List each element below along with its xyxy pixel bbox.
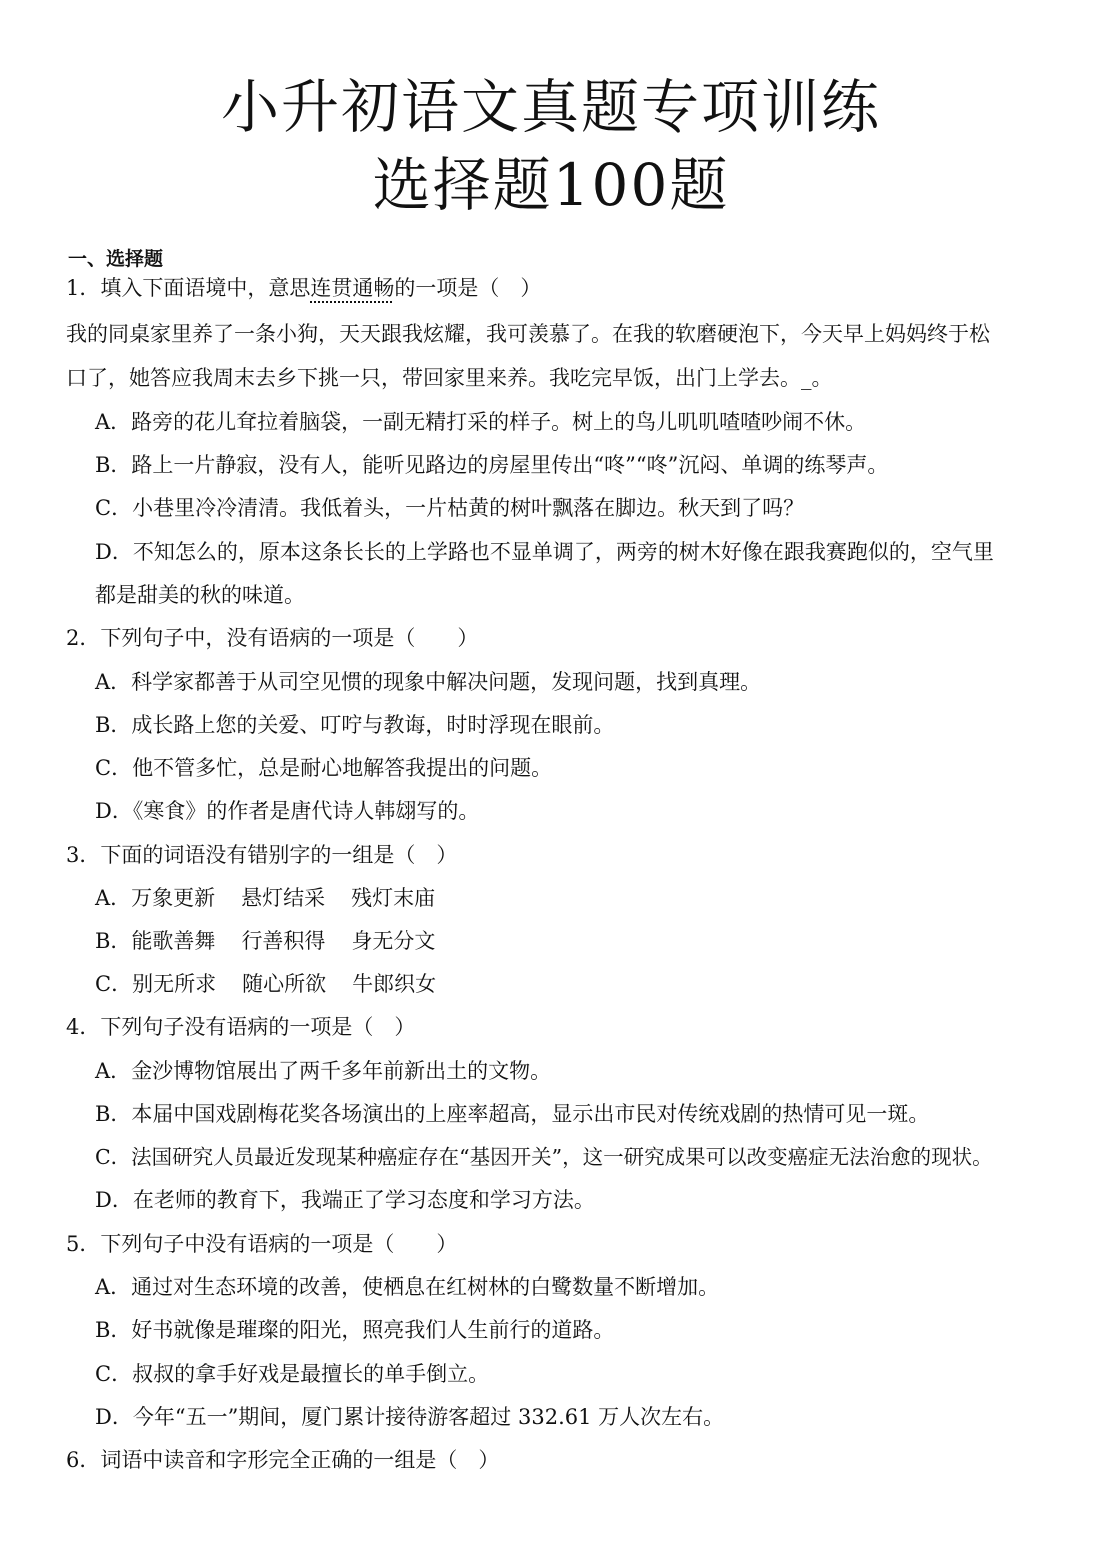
question-number: 3．	[66, 843, 101, 867]
question-3-stem: 3．下面的词语没有错别字的一组是（ ）	[66, 843, 458, 867]
question-1-passage-line: 我的同桌家里养了一条小狗，天天跟我炫耀，我可羡慕了。在我的软磨硬泡下，今天早上妈妈终于松	[66, 322, 990, 346]
question-2-option-b: B．成长路上您的关爱、叮咛与教诲，时时浮现在眼前。	[95, 713, 615, 737]
question-4-option-d: D．在老师的教育下，我端正了学习态度和学习方法。	[95, 1188, 595, 1212]
question-3-option-c: C．别无所求 随心所欲 牛郎织女	[95, 972, 437, 996]
question-number: 1．	[66, 276, 101, 300]
question-3-option-a: A．万象更新 悬灯结采 残灯末庙	[95, 886, 436, 910]
section-heading: 一、选择题	[68, 248, 164, 270]
question-1-option-d: D．不知怎么的，原本这条长长的上学路也不显单调了，两旁的树木好像在跟我赛跑似的，空气里	[95, 540, 994, 564]
question-4-option-a: A．金沙博物馆展出了两千多年前新出土的文物。	[95, 1059, 552, 1083]
question-number: 4．	[66, 1015, 101, 1039]
question-number: 6．	[66, 1448, 101, 1472]
question-number: 2．	[66, 626, 101, 650]
question-2-stem: 2．下列句子中，没有语病的一项是（ ）	[66, 626, 479, 650]
question-3-option-b: B．能歌善舞 行善积得 身无分文	[95, 929, 436, 953]
question-2-option-c: C．他不管多忙，总是耐心地解答我提出的问题。	[95, 756, 553, 780]
question-5-option-d: D．今年“五一”期间，厦门累计接待游客超过 332.61 万人次左右。	[95, 1405, 725, 1429]
question-number: 5．	[66, 1232, 101, 1256]
document-subtitle: 选择题100题	[372, 151, 730, 219]
question-5-stem: 5．下列句子中没有语病的一项是（ ）	[66, 1232, 458, 1256]
question-1-option-c: C．小巷里冷冷清清。我低着头，一片枯黄的树叶飘落在脚边。秋天到了吗？	[95, 496, 805, 520]
question-6-stem: 6．词语中读音和字形完全正确的一组是（ ）	[66, 1448, 500, 1472]
question-4-option-c: C．法国研究人员最近发现某种癌症存在“基因开关”，这一研究成果可以改变癌症无法治愈的现状。	[95, 1145, 993, 1169]
question-1-option-a: A．路旁的花儿耷拉着脑袋，一副无精打采的样子。树上的鸟儿叽叽喳喳吵闹不休。	[95, 410, 867, 434]
question-1-passage-line: 口了，她答应我周末去乡下挑一只，带回家里来养。我吃完早饭，出门上学去。_。	[66, 366, 833, 390]
question-5-option-c: C．叔叔的拿手好戏是最擅长的单手倒立。	[95, 1362, 490, 1386]
question-5-option-a: A．通过对生态环境的改善，使栖息在红树林的白鹭数量不断增加。	[95, 1275, 720, 1299]
question-4-stem: 4．下列句子没有语病的一项是（ ）	[66, 1015, 416, 1039]
document-title: 小升初语文真题专项训练	[220, 73, 881, 141]
question-2-option-d: D．《寒食》的作者是唐代诗人韩翃写的。	[95, 799, 480, 823]
question-1-option-b: B．路上一片静寂，没有人，能听见路边的房屋里传出“咚”“咚”沉闷、单调的练琴声。	[95, 453, 889, 477]
question-2-option-a: A．科学家都善于从司空见惯的现象中解决问题，发现问题，找到真理。	[95, 670, 762, 694]
question-4-option-b: B．本届中国戏剧梅花奖各场演出的上座率超高，显示出市民对传统戏剧的热情可见一斑。	[95, 1102, 930, 1126]
question-5-option-b: B．好书就像是璀璨的阳光，照亮我们人生前行的道路。	[95, 1318, 615, 1342]
question-1-option-d-cont: 都是甜美的秋的味道。	[95, 583, 305, 607]
dotted-emphasis: 连贯通畅	[310, 276, 395, 300]
question-1-stem: 1．填入下面语境中，意思连贯通畅的一项是（ ）	[66, 276, 542, 300]
